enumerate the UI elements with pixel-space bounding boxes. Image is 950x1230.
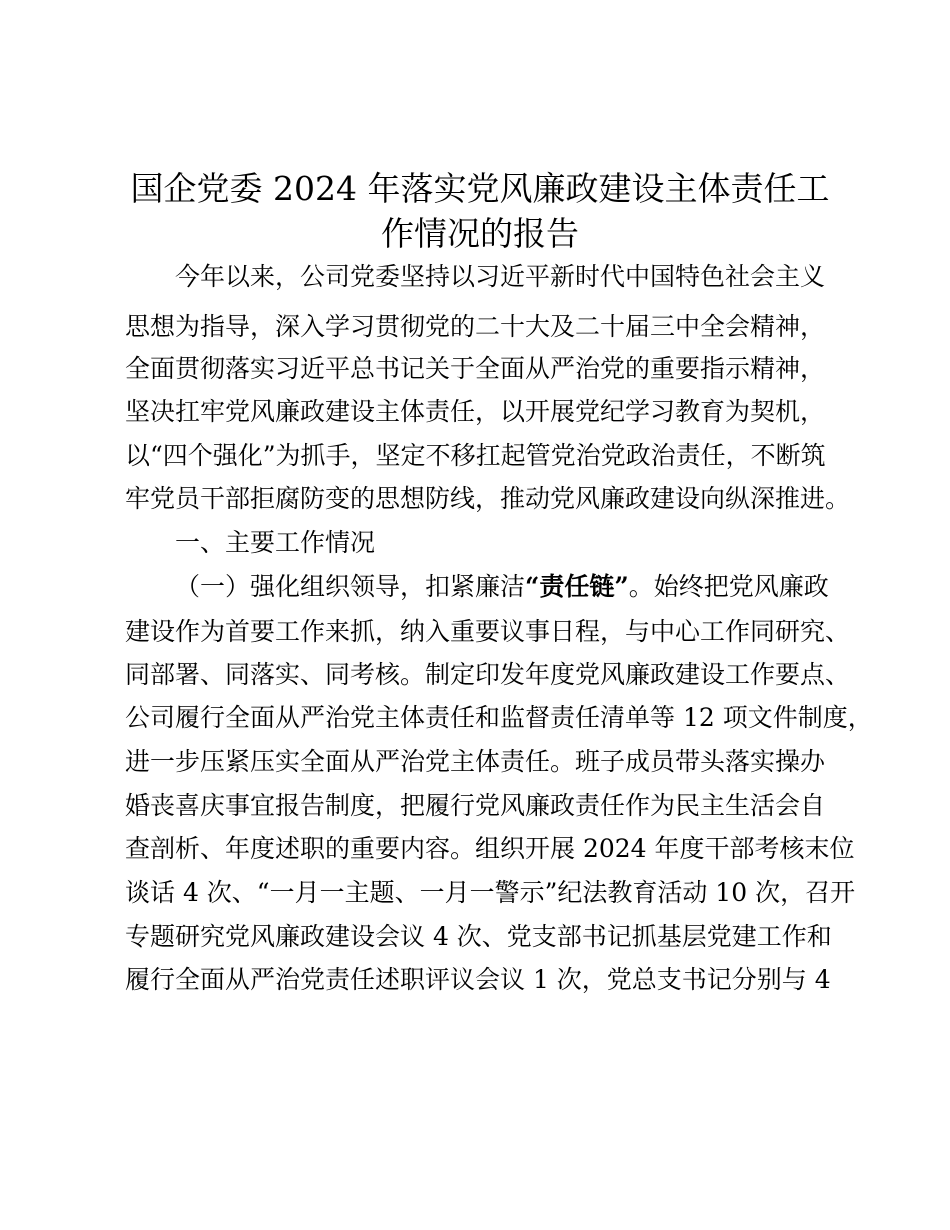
subsection-lead: （一）强化组织领导，扣紧廉洁 (175, 572, 526, 601)
subsection-line-3: 公司履行全面从严治党主体责任和监督责任清单等 12 项文件制度， (125, 703, 873, 732)
intro-line-4: 坚决扛牢党风廉政建设主体责任，以开展党纪学习教育为契机， (125, 397, 826, 426)
intro-line-5: 以“四个强化”为抓手，坚定不移扛起管党治党政治责任，不断筑 (125, 441, 826, 470)
subsection-emphasis: “责任链” (525, 572, 629, 601)
intro-line-6: 牢党员干部拒腐防变的思想防线，推动党风廉政建设向纵深推进。 (125, 484, 851, 513)
subsection-line-7: 谈话 4 次、“一月一主题、一月一警示”纪法教育活动 10 次，召开 (125, 878, 856, 907)
subsection-line-2: 同部署、同落实、同考核。制定印发年度党风廉政建设工作要点、 (125, 660, 851, 689)
intro-line-1: 今年以来，公司党委坚持以习近平新时代中国特色社会主义 (175, 262, 826, 291)
subsection-line-1: 建设作为首要工作来抓，纳入重要议事日程，与中心工作同研究、 (125, 617, 851, 646)
subsection-line-4: 进一步压紧压实全面从严治党主体责任。班子成员带头落实操办 (125, 747, 826, 776)
intro-line-2: 思想为指导，深入学习贯彻党的二十大及二十届三中全会精神， (125, 312, 826, 341)
subsection-line-6: 查剖析、年度述职的重要内容。组织开展 2024 年度干部考核末位 (125, 834, 855, 863)
subsection-heading-line (175, 570, 829, 604)
subsection-line-5: 婚丧喜庆事宜报告制度，把履行党风廉政责任作为民主生活会自 (125, 791, 826, 820)
subsection-line-8: 专题研究党风廉政建设会议 4 次、党支部书记抓基层党建工作和 (125, 922, 832, 951)
document-title-line-2: 作情况的报告 (381, 214, 579, 253)
subsection-tail: 。始终把党风廉政 (628, 572, 829, 601)
document-title-line-1: 国企党委 2024 年落实党风廉政建设主体责任工 (130, 169, 830, 208)
intro-line-3: 全面贯彻落实习近平总书记关于全面从严治党的重要指示精神， (125, 354, 826, 383)
subsection-line-9: 履行全面从严治党责任述职评议会议 1 次，党总支书记分别与 4 (125, 965, 831, 994)
section-heading: 一、主要工作情况 (175, 528, 376, 557)
